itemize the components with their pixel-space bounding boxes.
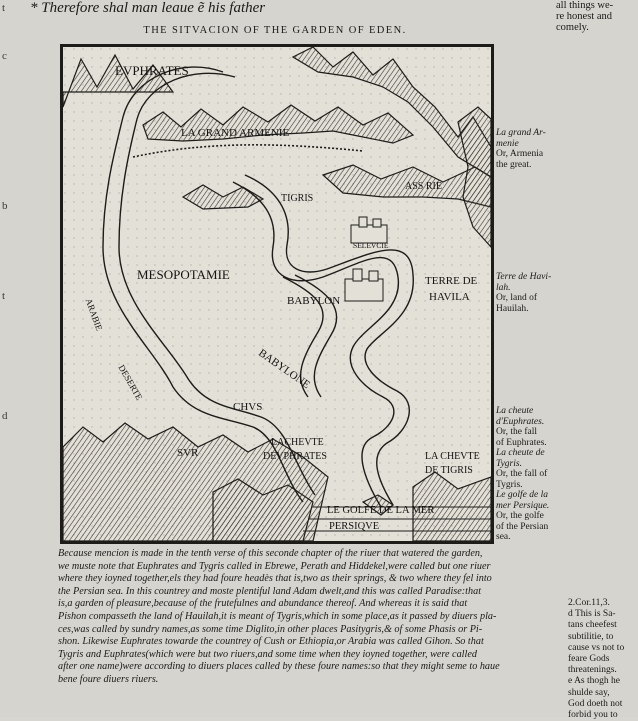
commentary-line: shon. Likewise Euphrates towarde the countrey of Cush or Ethiopia,or Arabia was called Gihon. So that bbox=[58, 636, 484, 648]
margin-note-line: Hauilah. bbox=[496, 303, 529, 314]
margin-note-line: Or, the golfe bbox=[496, 511, 544, 521]
right-note-line: feare Gods bbox=[568, 654, 610, 665]
label-lacheute-euphrates-2: DEVPHRATES bbox=[263, 451, 327, 462]
right-note-line: forbid you to bbox=[568, 710, 618, 721]
label-arabie: ARABIE bbox=[83, 297, 105, 332]
right-margin-notes bbox=[568, 598, 638, 721]
right-note-line: shulde say, bbox=[568, 687, 610, 698]
label-grand-armenie: LA GRAND ARMENIE bbox=[181, 127, 290, 139]
top-right-note-line: comely. bbox=[556, 22, 589, 33]
margin-note-line: of the Persian bbox=[496, 521, 549, 532]
eden-map bbox=[60, 44, 494, 544]
label-sur: SVR bbox=[177, 447, 199, 459]
map-title: THE SITVACION OF THE GARDEN OF EDEN. bbox=[143, 25, 407, 36]
margin-note-line: menie bbox=[496, 138, 519, 149]
margin-note-line: sea. bbox=[496, 532, 511, 542]
margin-note-line: d'Euphrates. bbox=[496, 416, 545, 427]
label-terre-de: TERRE DE bbox=[425, 275, 478, 287]
margin-note-line: La cheute de bbox=[496, 448, 545, 458]
top-right-note-line: all things we- bbox=[556, 0, 614, 11]
margin-note-line: Or, land of bbox=[496, 293, 538, 303]
margin-note-line: La cheute bbox=[496, 406, 534, 416]
label-lacheute-euphrates: LACHEVTE bbox=[271, 437, 324, 448]
top-right-note-line: re honest and bbox=[556, 11, 612, 22]
margin-note-cheute bbox=[496, 406, 576, 543]
margin-note-line: Terre de Havi- bbox=[496, 272, 552, 282]
label-havila: HAVILA bbox=[429, 291, 470, 303]
left-margin-fragment: d bbox=[2, 410, 8, 422]
commentary-line: Tygris and Euphrates(which were but two riuers,and some time when they ioyned together, were called bbox=[58, 648, 477, 660]
margin-note-line: Or, the fall of bbox=[496, 469, 548, 479]
left-margin-fragment: t bbox=[2, 290, 6, 302]
margin-note-line: mer Persique. bbox=[496, 500, 550, 511]
commentary-line: Because mencion is made in the tenth verse of this seconde chapter of the riuer that watered the garden, bbox=[58, 548, 483, 559]
running-head: * Therefore shal man leaue ẽ his father bbox=[30, 0, 266, 16]
label-seleucie: SELEVCIE bbox=[353, 241, 389, 250]
label-tigris: TIGRIS bbox=[281, 193, 314, 204]
margin-note-line: Or, Armenia bbox=[496, 149, 544, 159]
margin-note-grand-armenie bbox=[496, 128, 576, 170]
label-babylone: BABYLONE bbox=[256, 347, 313, 392]
label-golfe: LE GOLFE DE LA MER bbox=[327, 505, 435, 516]
right-note-line: 2.Cor.11,3. bbox=[568, 598, 610, 608]
margin-note-line: Le golfe de la bbox=[496, 490, 548, 500]
commentary-line: is,a garden of pleasure,because of the frutefulnes and abundance thereof. And whereas it is said that bbox=[58, 598, 468, 610]
commentary-line: Pishon compasseth the land of Hauilah,it is meant of Tygris,which in some place,as it passed by diuers pla- bbox=[58, 610, 497, 622]
commentary-line: after one name)were according to diuers places called by these foure names:so that they might seme to haue bbox=[58, 661, 500, 673]
margin-note-line: Tygris. bbox=[496, 479, 523, 490]
label-babylon: BABYLON bbox=[287, 295, 341, 307]
right-note-line: e As thogh he bbox=[568, 676, 620, 687]
right-note-line: cause vs not to bbox=[568, 642, 625, 653]
margin-note-line: Tygris. bbox=[496, 458, 522, 469]
commentary-line: ces,was called by sundry names,as some time Diglito,in other places Pasitygris,& of some Phasis or Pi- bbox=[58, 623, 483, 635]
commentary-line: where they ioyned together,els they had foure headès that is,two as their springs, & two where they fel into bbox=[58, 573, 492, 585]
right-note-line: tans cheefest bbox=[568, 620, 617, 631]
right-note-line: threatenings. bbox=[568, 665, 617, 676]
label-golfe-2: PERSIQVE bbox=[329, 521, 380, 532]
label-lacheute-tigris: LA CHEVTE bbox=[425, 451, 480, 462]
margin-note-line: of Euphrates. bbox=[496, 437, 547, 448]
left-margin-fragment: t bbox=[2, 2, 6, 14]
label-lacheute-tigris-2: DE TIGRIS bbox=[425, 465, 473, 476]
right-note-line: subtilitie, to bbox=[568, 631, 614, 642]
margin-note-line: lah. bbox=[496, 282, 511, 293]
commentary-line: we muste note that Euphrates and Tygris called in Ebrewe, Perath and Hiddekel,were called but one riuer bbox=[58, 560, 491, 572]
right-note-line: God doeth not bbox=[568, 698, 623, 709]
margin-note-line: La grand Ar- bbox=[496, 128, 546, 138]
label-deserte: DESERTE bbox=[116, 363, 145, 402]
label-chus: CHVS bbox=[233, 401, 263, 413]
commentary-line: the Persian sea. In this countrey and moste plentiful land Adam dwelt,and this was called Paradise:that bbox=[58, 585, 482, 597]
label-mesopotamie: MESOPOTAMIE bbox=[137, 267, 230, 282]
left-margin-fragment: b bbox=[2, 200, 8, 212]
left-margin-fragment: c bbox=[2, 50, 7, 62]
commentary-text bbox=[58, 548, 536, 687]
commentary-line: bene foure diuers riuers. bbox=[58, 673, 159, 685]
label-euphrates: EVPHRATES bbox=[115, 63, 189, 78]
right-note-line: d This is Sa- bbox=[568, 609, 616, 620]
top-right-note bbox=[556, 0, 636, 33]
label-assirie: ASS RIE bbox=[405, 181, 442, 192]
margin-note-line: the great. bbox=[496, 159, 532, 170]
margin-note-line: Or, the fall bbox=[496, 427, 538, 437]
margin-note-havila bbox=[496, 272, 576, 314]
